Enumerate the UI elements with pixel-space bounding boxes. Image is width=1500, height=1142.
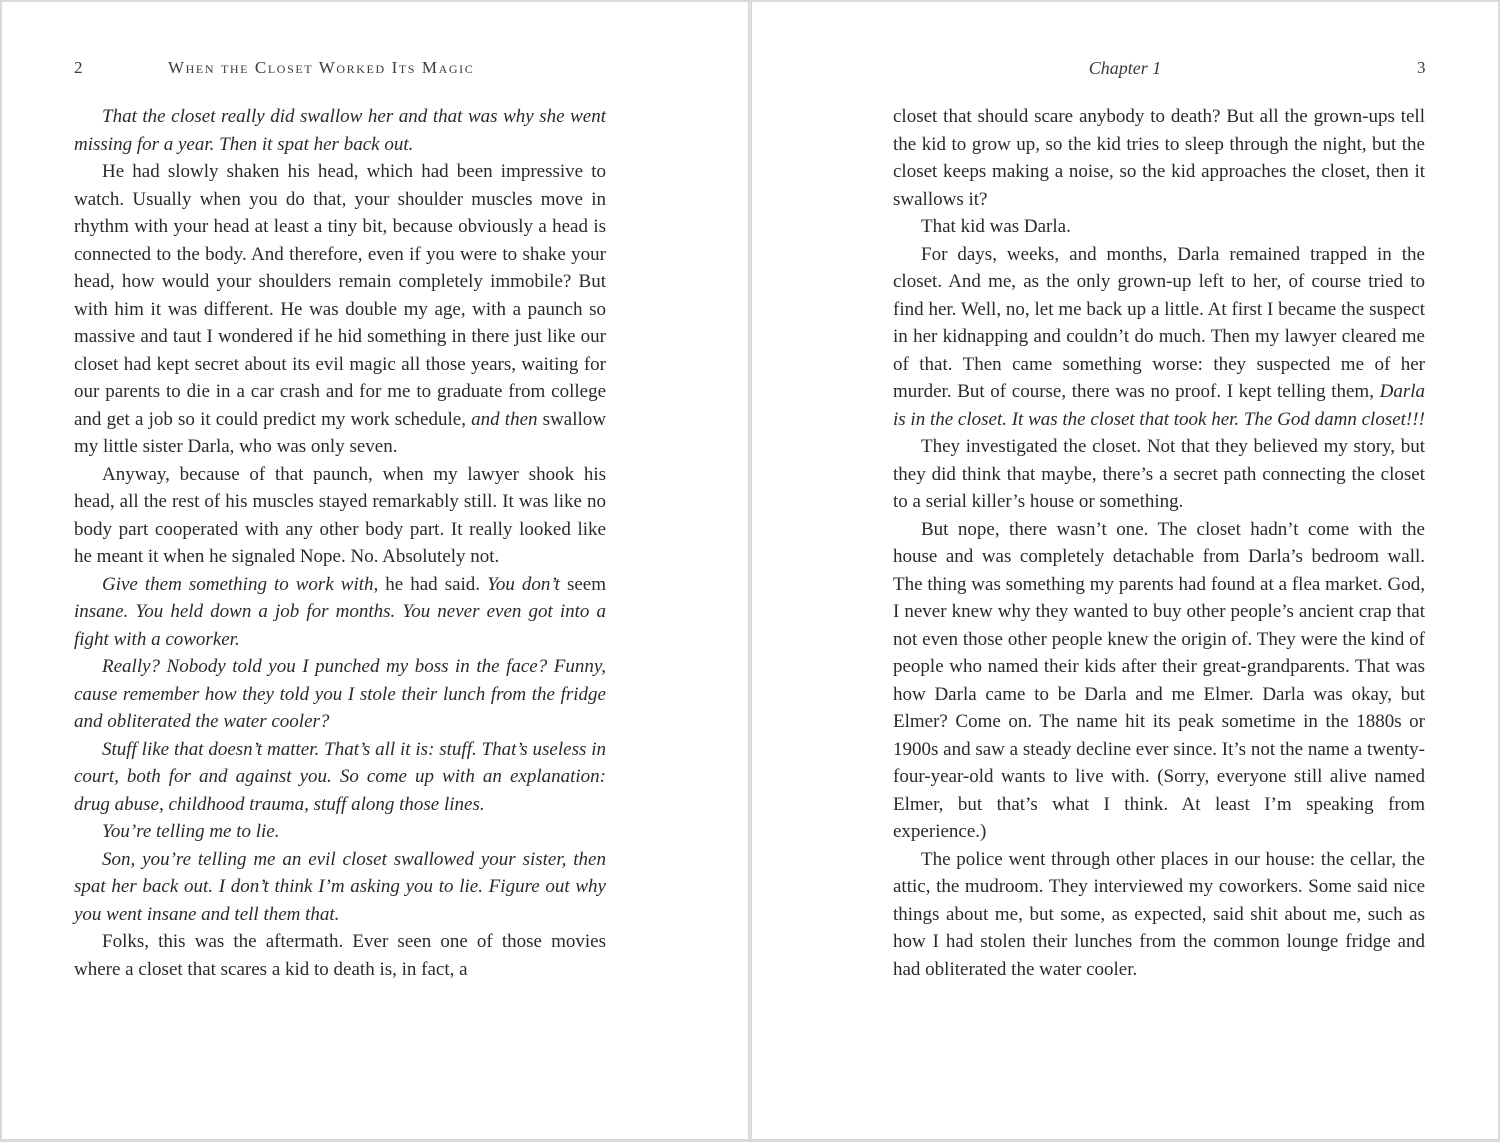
body-text bbox=[74, 103, 606, 983]
right-page bbox=[752, 2, 1498, 1139]
page-number: 2 bbox=[74, 58, 83, 77]
italic-text: Give them something to work with, bbox=[102, 573, 379, 595]
text-run: Folks, this was the aftermath. Ever seen one of those movies where a closet that scares a kid to death is, in fact, a bbox=[74, 931, 606, 980]
page-number: 3 bbox=[1417, 58, 1426, 77]
paragraph bbox=[893, 433, 1425, 516]
italic-text: and then bbox=[471, 408, 538, 430]
text-run: That kid was Darla. bbox=[921, 216, 1071, 237]
italic-text: Darla is in the closet. It was the closet that took her. The God damn closet!!! bbox=[893, 381, 1425, 430]
left-page bbox=[2, 2, 748, 1139]
text-run: But nope, there wasn’t one. The closet hadn’t come with the house and was completely detachable from Darla’s bedroom wall. The thing was something my parents had found at a flea market. God, I never knew why they wanted to buy other people’s ancient crap that not even those other people knew the origin of. They were the kind of people who named their kids after their great-grandparents. That was how Darla came to be Darla and me Elmer. Darla was okay, but Elmer? Come on. The name hit its peak sometime in the 1880s or 1900s and saw a steady decline ever since. It’s not the name a twenty-four-year-old wants to live with. (Sorry, everyone still alive named Elmer, but that’s what I think. At least I’m speaking from experience.) bbox=[893, 518, 1425, 842]
paragraph bbox=[74, 158, 606, 461]
paragraph bbox=[893, 103, 1425, 213]
paragraph bbox=[74, 846, 606, 929]
running-head-title: When the Closet Worked Its Magic bbox=[168, 58, 475, 77]
italic-text: You’re telling me to lie. bbox=[102, 821, 280, 842]
text-run: seem bbox=[559, 573, 606, 595]
paragraph bbox=[74, 571, 606, 654]
italic-text: Son, you’re telling me an evil closet swallowed your sister, then spat her back out. I don’t think I’m asking you to lie. Figure out why you went insane and tell them that. bbox=[74, 848, 606, 925]
italic-text: insane. You held down a job for months. You never even got into a fight with a coworker. bbox=[74, 601, 606, 650]
italic-text: That the closet really did swallow her and that was why she went missing for a year. Then it spat her back out. bbox=[74, 106, 606, 155]
paragraph bbox=[893, 213, 1425, 241]
text-run: They investigated the closet. Not that they believed my story, but they did think that maybe, there’s a secret path connecting the closet to a serial killer’s house or something. bbox=[893, 436, 1425, 512]
paragraph bbox=[893, 241, 1425, 434]
text-run: closet that should scare anybody to death? But all the grown-ups tell the kid to grow up, so the kid tries to sleep through the night, but the closet keeps making a noise, so the kid approaches the closet, then it swallows it? bbox=[893, 106, 1425, 210]
italic-text: Stuff like that doesn’t matter. That’s all it is: stuff. That’s useless in court, both for and against you. So come up with an explanation: drug abuse, childhood trauma, stuff along those lines. bbox=[74, 738, 606, 815]
paragraph bbox=[893, 846, 1425, 984]
text-run: Anyway, because of that paunch, when my lawyer shook his head, all the rest of his muscles stayed remarkably still. It was like no body part cooperated with any other body part. It really looked like he meant it when he signaled Nope. No. Absolutely not. bbox=[74, 463, 606, 567]
paragraph bbox=[74, 103, 606, 158]
paragraph bbox=[893, 516, 1425, 846]
paragraph bbox=[74, 736, 606, 819]
paragraph bbox=[74, 653, 606, 736]
running-head-chapter: Chapter 1 bbox=[1088, 58, 1162, 78]
text-run: swallow my little sister Darla, who was only seven. bbox=[74, 408, 607, 457]
text-run: For days, weeks, and months, Darla remained trapped in the closet. And me, as the only grown-up left to her, of course tried to find her. Well, no, let me back up a little. At first I became the suspect in her kidnapping and couldn’t do much. Then my lawyer cleared me of that. Then came something worse: they suspected me of her murder. But of course, there was no proof. I kept telling them, bbox=[893, 243, 1425, 402]
body-text bbox=[893, 103, 1425, 983]
text-run: he had said. bbox=[378, 573, 488, 595]
paragraph bbox=[74, 461, 606, 571]
text-run: The police went through other places in our house: the cellar, the attic, the mudroom. They interviewed my coworkers. Some said nice things about me, but some, as expected, said shit about me, such as how I had stolen their lunches from the common lounge fridge and had obliterated the water cooler. bbox=[893, 848, 1425, 980]
text-run: He had slowly shaken his head, which had been impressive to watch. Usually when you do that, your shoulder muscles move in rhythm with your head at least a tiny bit, because obviously a head is connected to the body. And therefore, even if you were to shake your head, how would your shoulders remain completely immobile? But with him it was different. He was double my age, with a paunch so massive and taut I wondered if he hid something in there just like our closet had kept secret about its evil magic all those years, waiting for our parents to die in a car crash and for me to graduate from college and get a job so it could predict my work schedule, bbox=[74, 161, 606, 430]
italic-text: You don’t bbox=[487, 573, 560, 595]
paragraph bbox=[74, 818, 606, 846]
italic-text: Really? Nobody told you I punched my boss in the face? Funny, cause remember how they told you I stole their lunch from the fridge and obliterated the water cooler? bbox=[74, 656, 606, 732]
paragraph bbox=[74, 928, 606, 983]
